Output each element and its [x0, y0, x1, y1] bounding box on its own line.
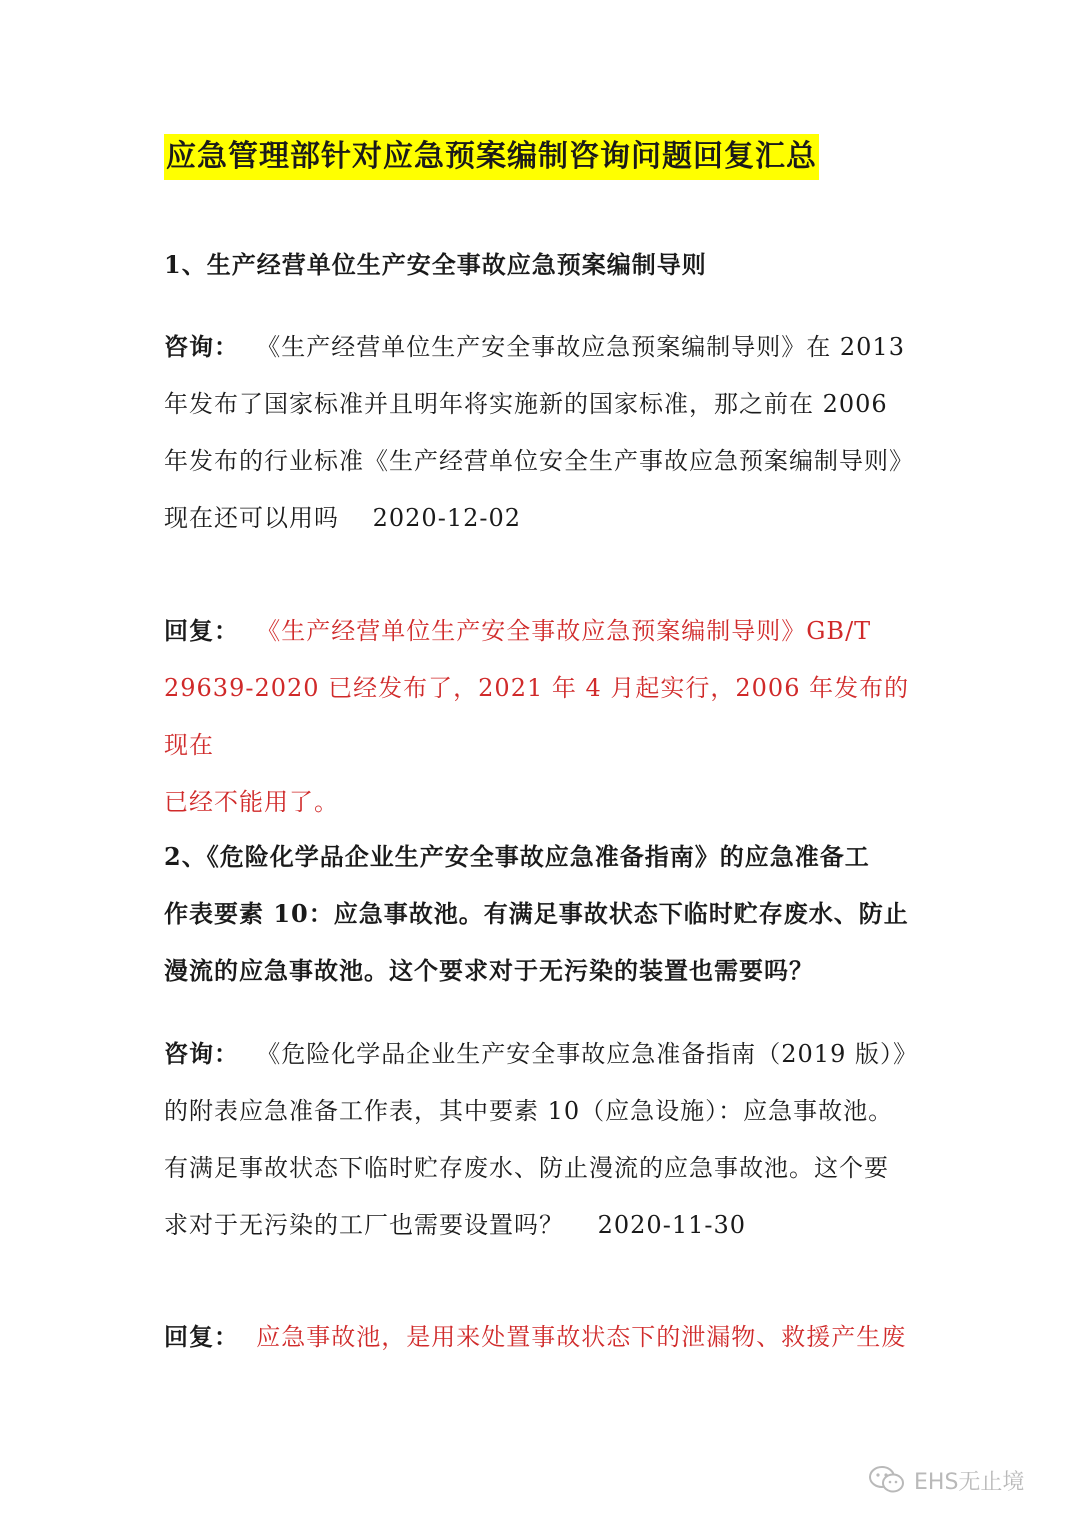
reply-text: 应急事故池，是用来处置事故状态下的泄漏物、救援产生废	[256, 1323, 907, 1351]
section2-consult-line1	[164, 1025, 924, 1083]
document-title: 应急管理部针对应急预案编制咨询问题回复汇总	[164, 134, 819, 180]
watermark	[868, 1462, 1024, 1498]
reply-text: 《生产经营单位生产安全事故应急预案编制导则》GB/T	[256, 617, 872, 645]
consult-text: 《生产经营单位生产安全事故应急预案编制导则》在 2013	[256, 333, 905, 361]
section1-consult-line3: 年发布的行业标准《生产经营单位安全生产事故应急预案编制导则》	[164, 447, 914, 475]
consult-label: 咨询：	[164, 1039, 239, 1068]
section2-reply-line1	[164, 1308, 924, 1366]
section2-consult	[164, 1025, 924, 1254]
section1-reply	[164, 602, 924, 831]
section2-heading-line1: 2、《危险化学品企业生产安全事故应急准备指南》的应急准备工	[164, 842, 870, 871]
section1-reply-line1	[164, 602, 924, 660]
consult-label: 咨询：	[164, 332, 239, 361]
section2-consult-line4: 求对于无污染的工厂也需要设置吗？ 2020-11-30	[164, 1211, 747, 1239]
section1-consult-line2: 年发布了国家标准并且明年将实施新的国家标准，那之前在 2006	[164, 390, 888, 418]
reply-label: 回复：	[164, 1322, 239, 1351]
reply-label: 回复：	[164, 616, 239, 645]
section1-consult-line1	[164, 318, 924, 376]
section2-consult-line2: 的附表应急准备工作表，其中要素 10（应急设施）：应急事故池。	[164, 1097, 894, 1125]
section1-reply-line2: 29639-2020 已经发布了，2021 年 4 月起实行，2006 年发布的现在	[164, 674, 910, 759]
wechat-icon	[868, 1465, 906, 1495]
section2-reply	[164, 1308, 924, 1366]
section2-heading-line2: 作表要素 10：应急事故池。有满足事故状态下临时贮存废水、防止	[164, 899, 909, 928]
section2-heading-line3: 漫流的应急事故池。这个要求对于无污染的装置也需要吗？	[164, 956, 814, 985]
section2-consult-line3: 有满足事故状态下临时贮存废水、防止漫流的应急事故池。这个要	[164, 1154, 889, 1182]
section1-reply-line3: 已经不能用了。	[164, 788, 339, 816]
section2-heading	[164, 828, 924, 999]
section1-consult-line4: 现在还可以用吗 2020-12-02	[164, 504, 522, 532]
watermark-text: EHS无止境	[914, 1469, 1025, 1495]
consult-text: 《危险化学品企业生产安全事故应急准备指南（2019 版）》	[256, 1040, 918, 1068]
section1-heading: 1、生产经营单位生产安全事故应急预案编制导则	[164, 250, 707, 279]
section1-consult	[164, 318, 924, 547]
